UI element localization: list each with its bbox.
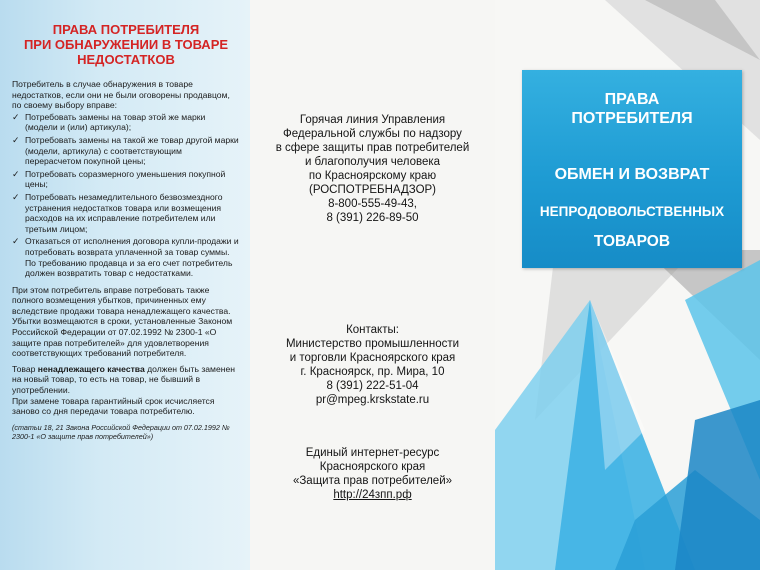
hotline-line: в сфере защиты прав потребителей — [275, 142, 470, 154]
cover-subheading: НЕПРОДОВОЛЬСТВЕННЫХ — [539, 204, 725, 219]
hotline-line: (РОСПОТРЕБНАДЗОР) — [308, 184, 437, 196]
contacts-line: Министерство промышленности — [285, 338, 460, 350]
rights-list — [12, 112, 240, 279]
list-item — [12, 236, 240, 278]
list-item-text: Потребовать замены на такой же товар другой марки (модели, артикула) с соответствующим перерасчетом покупной цены; — [25, 134, 239, 167]
list-item — [12, 112, 240, 133]
cover-title-line: ПРАВА — [604, 91, 660, 108]
check-icon: ✓ — [12, 236, 20, 247]
hotline-line: и благополучия человека — [304, 156, 441, 168]
damages-text: При этом потребитель вправе потребовать также полного возмещения убытков, причиненных ему вследствие продажи товара ненадлежащего качества. Убытки возмещаются в сроки, установленные Законом Российской Федерации от 07.02.1992 № 2300-1 «О защите прав потребителей» для удовлетворения соответствующих требований потребителя. — [12, 284, 233, 359]
list-item — [12, 192, 240, 234]
list-item-text: Потребовать соразмерного уменьшения покупной цены; — [25, 168, 226, 190]
left-title-line: ПРАВА ПОТРЕБИТЕЛЯ — [52, 22, 200, 37]
cover-heading: ОБМЕН И ВОЗВРАТ — [554, 166, 710, 183]
middle-panel — [250, 0, 495, 570]
contacts-phone: 8 (391) 222-51-04 — [326, 380, 419, 392]
triangle-shape — [675, 400, 760, 570]
resource-block — [250, 446, 495, 502]
hotline-line: Федеральной службы по надзору — [283, 128, 462, 140]
contacts-email: pr@mpeg.krskstate.ru — [315, 394, 430, 406]
cover-title — [522, 90, 742, 128]
law-note: (статьи 18, 21 Закона Российской Федерации от 07.02.1992 № 2300-1 «О защите прав потребителей») — [12, 422, 230, 441]
cover-title-box — [522, 70, 742, 268]
resource-link[interactable]: http://24зпп.рф — [333, 489, 412, 501]
hotline-phone: 8-800-555-49-43, — [328, 198, 417, 210]
warranty-text: При замене товара гарантийный срок исчисляется заново со дня передачи товара потребителю. — [12, 395, 215, 417]
contacts-address: г. Красноярск, пр. Мира, 10 — [300, 366, 445, 378]
contacts-block — [250, 323, 495, 407]
check-icon: ✓ — [12, 111, 20, 122]
list-item — [12, 135, 240, 167]
list-item-text: Потребовать незамедлительного безвозмездного устранения недостатков товара или возмещения расходов на их исправление потребителем или третьим лицом; — [25, 191, 223, 234]
resource-line: Единый интернет-ресурс — [305, 447, 440, 459]
list-item-text: Потребовать замены на товар этой же марки (модели и (или) артикула); — [25, 111, 206, 133]
hotline-line: по Красноярскому краю — [308, 170, 437, 182]
replacement-text — [12, 364, 240, 396]
replacement-pre: Товар — [12, 363, 38, 374]
check-icon: ✓ — [12, 191, 20, 202]
cover-title-line: ПОТРЕБИТЕЛЯ — [571, 110, 693, 127]
left-panel — [0, 0, 250, 570]
hotline-block — [250, 113, 495, 225]
contacts-heading: Контакты: — [346, 324, 399, 336]
hotline-phone: 8 (391) 226-89-50 — [326, 212, 419, 224]
replacement-bold: ненадлежащего качества — [37, 363, 145, 374]
check-icon: ✓ — [12, 168, 20, 179]
left-title — [12, 22, 240, 67]
intro-text: Потребитель в случае обнаружения в товаре недостатков, если они не были оговорены продавцом, по своему выбору вправе: — [12, 79, 230, 111]
replacement-post: должен быть заменен на новый товар, то есть на товар, не бывший в употреблении. — [12, 363, 236, 396]
contacts-line: и торговли Красноярского края — [289, 352, 456, 364]
resource-line: «Защита прав потребителей» — [292, 475, 453, 487]
check-icon: ✓ — [12, 134, 20, 145]
left-title-line: ПРИ ОБНАРУЖЕНИИ В ТОВАРЕ — [23, 37, 229, 52]
left-title-line: НЕДОСТАТКОВ — [77, 52, 175, 67]
list-item-text: Отказаться от исполнения договора купли-продажи и потребовать возврата уплаченной за товар суммы. По требованию продавца и за его счет потребитель должен возвратить товар с недостатками. — [25, 236, 239, 279]
hotline-line: Горячая линия Управления — [299, 114, 446, 126]
resource-line: Красноярского края — [319, 461, 426, 473]
list-item — [12, 169, 240, 190]
cover-panel — [495, 0, 760, 570]
cover-heading-end: ТОВАРОВ — [593, 233, 671, 250]
